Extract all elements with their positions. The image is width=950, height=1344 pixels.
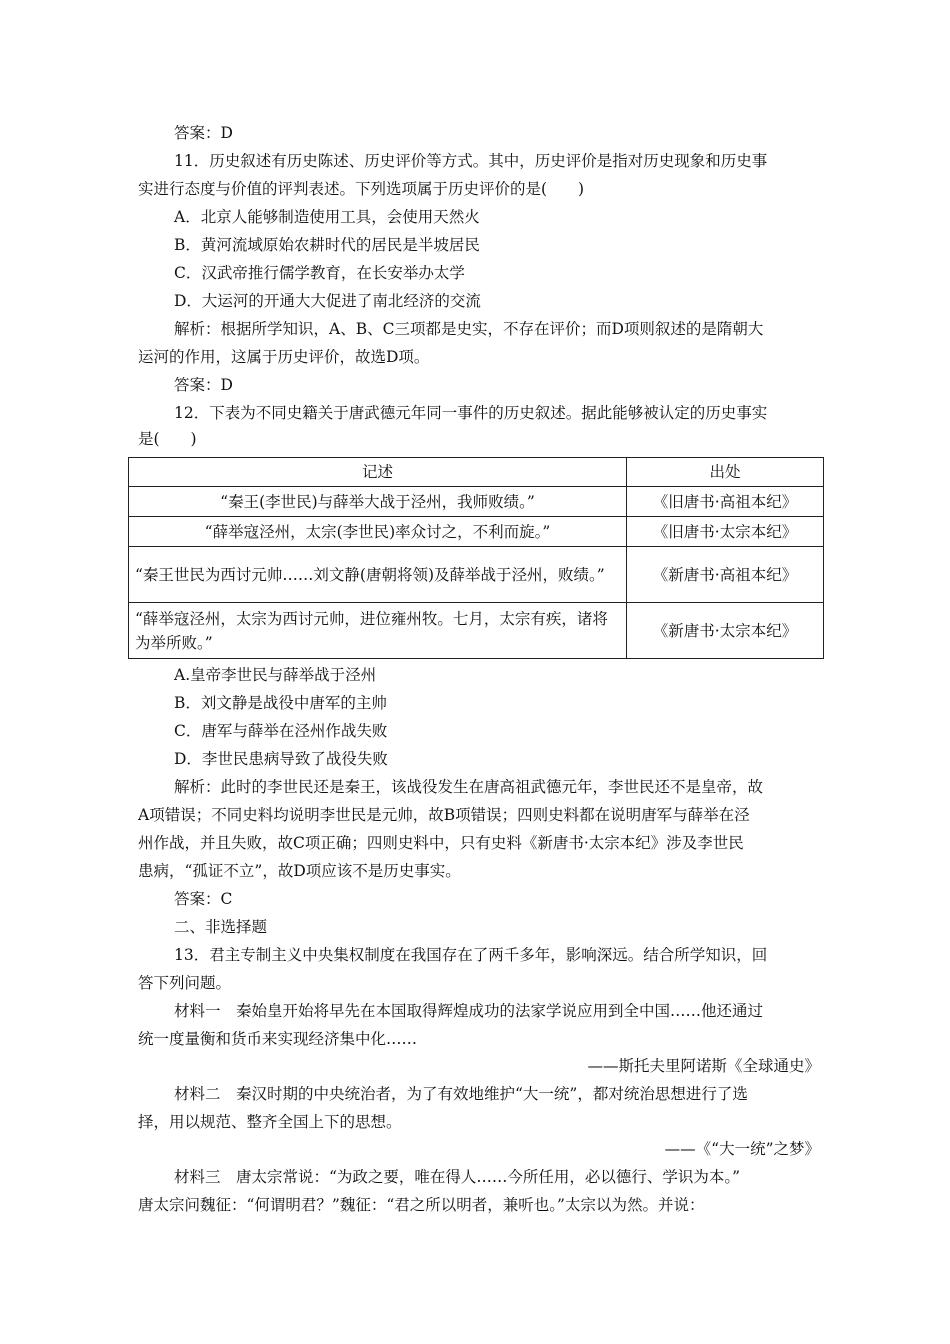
material1-line1: 材料一 秦始皇开始将早先在本国取得辉煌成功的法家学说应用到全中国……他还通过: [174, 1002, 764, 1020]
q12-option-a: A.皇帝李世民与薛举战于泾州: [174, 666, 377, 684]
table-cell-record: “薛举寇泾州，太宗为西讨元帅，进位雍州牧。七月，太宗有疾，诸将为举所败。”: [129, 603, 627, 659]
table-cell-record: “秦王世民为西讨元帅……刘文静(唐朝将领)及薛举战于泾州，败绩。”: [129, 547, 627, 603]
q12-option-d: D．李世民患病导致了战役失败: [174, 750, 388, 768]
material3-line2: 唐太宗问魏征：“何谓明君？”魏征：“君之所以明者，兼听也。”太宗以为然。并说：: [138, 1196, 705, 1214]
q13-line1: 13．君主专制主义中央集权制度在我国存在了两千多年，影响深远。结合所学知识，回: [174, 946, 768, 964]
material2-line1: 材料二 秦汉时期的中央统治者，为了有效地维护“大一统”，都对统治思想进行了选: [174, 1085, 748, 1103]
material2-line2: 择，用以规范、整齐全国上下的思想。: [138, 1113, 402, 1131]
table-cell-source: 《新唐书·太宗本纪》: [627, 603, 824, 659]
table-body: [129, 487, 824, 659]
q11-answer: 答案：D: [174, 376, 233, 394]
section-heading: 二、非选择题: [174, 918, 268, 936]
table-header-row: [129, 458, 824, 487]
q11-line2: 实进行态度与价值的评判表述。下列选项属于历史评价的是( ): [138, 180, 585, 198]
table-header-source: 出处: [627, 458, 824, 487]
table-cell-source: 《新唐书·高祖本纪》: [627, 547, 824, 603]
q12-line1: 12．下表为不同史籍关于唐武德元年同一事件的历史叙述。据此能够被认定的历史事实: [174, 404, 768, 422]
q11-option-b: B．黄河流域原始农耕时代的居民是半坡居民: [174, 236, 480, 254]
table-header-record: 记述: [129, 458, 627, 487]
source-comparison-table: [128, 457, 824, 659]
q11-analysis-line2: 运河的作用，这属于历史评价，故选D项。: [138, 348, 430, 366]
table-row: [129, 487, 824, 517]
q11-line1: 11．历史叙述有历史陈述、历史评价等方式。其中，历史评价是指对历史现象和历史事: [174, 152, 768, 170]
material1-line2: 统一度量衡和货币来实现经济集中化……: [138, 1030, 418, 1048]
material1-source: ——斯托夫里阿诺斯《全球通史》: [587, 1057, 820, 1075]
q11-analysis-line1: 解析：根据所学知识，A、B、C三项都是史实，不存在评价；而D项则叙述的是隋朝大: [174, 320, 764, 338]
q11-option-c: C．汉武帝推行儒学教育，在长安举办太学: [174, 264, 465, 282]
table-row: [129, 547, 824, 603]
q12-analysis-line4: 患病，“孤证不立”，故D项应该不是历史事实。: [138, 862, 461, 880]
q12-analysis-line1: 解析：此时的李世民还是秦王，该战役发生在唐高祖武德元年，李世民还不是皇帝，故: [174, 778, 764, 796]
answer-10: 答案：D: [174, 124, 233, 142]
table-cell-record: “秦王(李世民)与薛举大战于泾州，我师败绩。”: [129, 487, 627, 517]
material3-line1: 材料三 唐太宗常说：“为政之要，唯在得人……今所任用，必以德行、学识为本。”: [174, 1168, 741, 1186]
q11-option-a: A．北京人能够制造使用工具，会使用天然火: [174, 208, 480, 226]
q12-analysis-line2: A项错误；不同史料均说明李世民是元帅，故B项错误；四则史料都在说明唐军与薛举在泾: [138, 806, 750, 824]
material2-source: ——《“大一统”之梦》: [664, 1140, 820, 1158]
table-row: [129, 603, 824, 659]
table-row: [129, 517, 824, 547]
q13-line2: 答下列问题。: [138, 974, 232, 992]
q12-answer: 答案：C: [174, 890, 233, 908]
table-cell-source: 《旧唐书·高祖本纪》: [627, 487, 824, 517]
q12-option-b: B．刘文静是战役中唐军的主帅: [174, 694, 387, 712]
q11-option-d: D．大运河的开通大大促进了南北经济的交流: [174, 292, 481, 310]
q12-line2: 是( ): [138, 430, 197, 448]
q12-analysis-line3: 州作战，并且失败，故C项正确；四则史料中，只有史料《新唐书·太宗本纪》涉及李世民: [138, 834, 744, 852]
table-cell-source: 《旧唐书·太宗本纪》: [627, 517, 824, 547]
table-cell-record: “薛举寇泾州，太宗(李世民)率众讨之，不利而旋。”: [129, 517, 627, 547]
q12-option-c: C．唐军与薛举在泾州作战失败: [174, 722, 388, 740]
